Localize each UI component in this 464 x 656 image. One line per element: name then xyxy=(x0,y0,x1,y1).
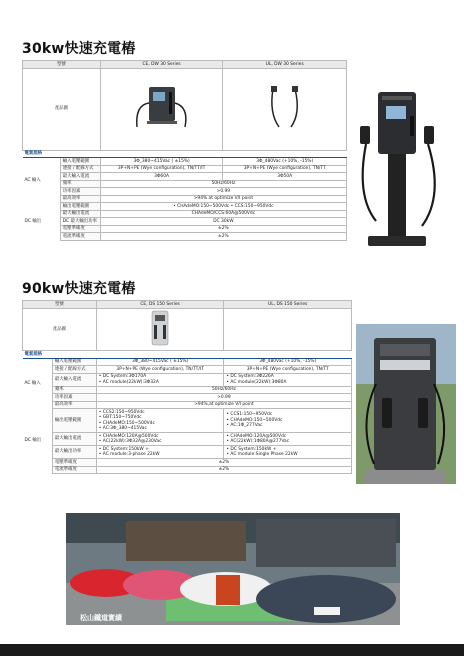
row-label: DC 最大輸出功率 xyxy=(60,218,100,226)
spec-header: 電氣規格 xyxy=(23,351,352,359)
charger-image-icon xyxy=(117,83,207,133)
row-value-a: 3P+N+PE (Wye configuration), TN/TT/IT xyxy=(96,366,224,374)
row-label: 輸出電壓範圍 xyxy=(60,203,100,211)
spec-table-30kw xyxy=(22,60,347,241)
row-label: 最高效率 xyxy=(52,401,96,409)
row-value-merged: ±2% xyxy=(100,225,346,233)
row-label: 輸入電壓範圍 xyxy=(52,358,96,366)
model-b: UL, DW 30 Series xyxy=(223,61,347,69)
row-value-a: 3Φ_380~415Vac ( ±15%) xyxy=(100,158,223,166)
row-label: 最大輸入電流 xyxy=(60,173,100,181)
product-image-cell-b xyxy=(224,308,352,351)
row-label: 電壓準確度 xyxy=(52,459,96,467)
row-label: 最大輸出電流 xyxy=(52,433,96,446)
dc-output-group: DC 輸出 xyxy=(24,438,42,444)
row-value-merged: DC 30kW xyxy=(100,218,346,226)
model-header: 型號 xyxy=(23,61,101,69)
photo-caption: 松山鐵道實績 xyxy=(80,614,122,622)
row-value-merged: ±2% xyxy=(96,459,351,467)
row-label: 電流準確度 xyxy=(60,233,100,241)
charger-image-icon xyxy=(150,309,170,347)
row-value-a: 3Φ60A xyxy=(100,173,223,181)
row-value-a: • DC System:3Φ170A • AC module(22kW):3Φ32A xyxy=(96,373,224,386)
row-value-a: 3P+N+PE (Wye configuration), TN/TT/IT xyxy=(100,165,223,173)
model-b: UL, DS 150 Series xyxy=(224,301,352,309)
row-label: 最大輸入電流 xyxy=(52,373,96,386)
row-label: 電壓準確度 xyxy=(60,225,100,233)
row-value-merged: >0.99 xyxy=(100,188,346,196)
row-value-b: 3Φ_480Vac (+10%, -15%) xyxy=(224,358,352,366)
row-label: 連接 / 配線方式 xyxy=(52,366,96,374)
row-value-merged: ±2% xyxy=(100,233,346,241)
row-label: 電流準確度 xyxy=(52,466,96,474)
row-value-b: 3P+N+PE (Wye configuration), TN/TT xyxy=(224,366,352,374)
row-value-merged: 50Hz/60Hz xyxy=(100,180,346,188)
row-value-merged: >94% at optimize V/I point xyxy=(100,195,346,203)
row-label: 輸出電壓範圍 xyxy=(52,409,96,433)
row-label: 最大輸出電流 xyxy=(60,210,100,218)
product-label: 產品圖 xyxy=(23,308,97,351)
row-value-a: 3Φ_380~415Vac ( ±15%) xyxy=(96,358,224,366)
product-image-cell xyxy=(100,68,223,150)
site-photo xyxy=(66,513,400,625)
model-header: 型號 xyxy=(23,301,97,309)
cable-image-icon xyxy=(265,83,305,133)
row-value-merged: • CHAdeMO:150~500Vdc • CCS:150~950Vdc xyxy=(100,203,346,211)
row-value-b: • DC System:3Φ226A • AC module(22kW):3Φ80A xyxy=(224,373,352,386)
product-image-cell-b xyxy=(223,68,347,150)
dc-output-group: DC 輸出 xyxy=(24,218,42,224)
row-label: 最高效率 xyxy=(60,195,100,203)
row-value-a: • CHAdeMO:120A@500Vdc • AC(22kW):3Φ32A@230Vac xyxy=(96,433,224,446)
row-value-merged: >94%,at optimize V/I point xyxy=(96,401,351,409)
charger-30kw-photo xyxy=(352,86,452,266)
row-value-b: • CHAdeMO:120A@500Vdc • AC(22kW):1Φ80A@277Vac xyxy=(224,433,352,446)
ac-input-group: AC 輸入 xyxy=(24,380,41,386)
footer-bar xyxy=(0,644,464,656)
row-value-b: 3Φ50A xyxy=(223,173,347,181)
row-label: 功率因素 xyxy=(52,394,96,402)
row-value-merged: 50Hz/60Hz xyxy=(96,386,351,394)
row-value-b: 3Φ_480Vac (+10%, -15%) xyxy=(223,158,347,166)
model-a: CE, DS 150 Series xyxy=(96,301,224,309)
ac-input-group: AC 輸入 xyxy=(24,177,41,183)
row-value-a: • DC System:150kW + • AC module:3-phase 22kW xyxy=(96,446,224,459)
row-value-b: • DC System:150kW + • AC module:Single Phase 22kW xyxy=(224,446,352,459)
section2-title: 90kw快速充電樁 xyxy=(22,281,136,297)
row-label: 最大輸出功率 xyxy=(52,446,96,459)
row-label: 頻率 xyxy=(60,180,100,188)
model-a: CE, DW 30 Series xyxy=(100,61,223,69)
spec-table-90kw xyxy=(22,300,352,474)
row-label: 功率因素 xyxy=(60,188,100,196)
row-value-b: • CCS1:150~950Vdc • CHAdeMO:150~500Vdc • AC:1Φ_277Vac xyxy=(224,409,352,433)
charger-90kw-photo xyxy=(356,324,456,484)
section1-title: 30kw快速充電樁 xyxy=(22,41,136,57)
row-label: 輸入電壓範圍 xyxy=(60,158,100,166)
row-value-b: 3P+N+PE (Wye configuration), TN/TT xyxy=(223,165,347,173)
product-label: 產品圖 xyxy=(23,68,101,150)
row-value-merged: >0.99 xyxy=(96,394,351,402)
row-value-a: • CCS2:150~950Vdc • GBT:150~750Vdc • CHAdeMO:150~500Vdc • AC:3Φ_380~415Vac xyxy=(96,409,224,433)
spec-header: 電氣規格 xyxy=(23,150,347,158)
row-label: 連接 / 配線方式 xyxy=(60,165,100,173)
row-value-merged: CHAdeMO/CCS:60A@500Vdc xyxy=(100,210,346,218)
row-label: 頻率 xyxy=(52,386,96,394)
row-value-merged: ±2% xyxy=(96,466,351,474)
product-image-cell xyxy=(96,308,224,351)
